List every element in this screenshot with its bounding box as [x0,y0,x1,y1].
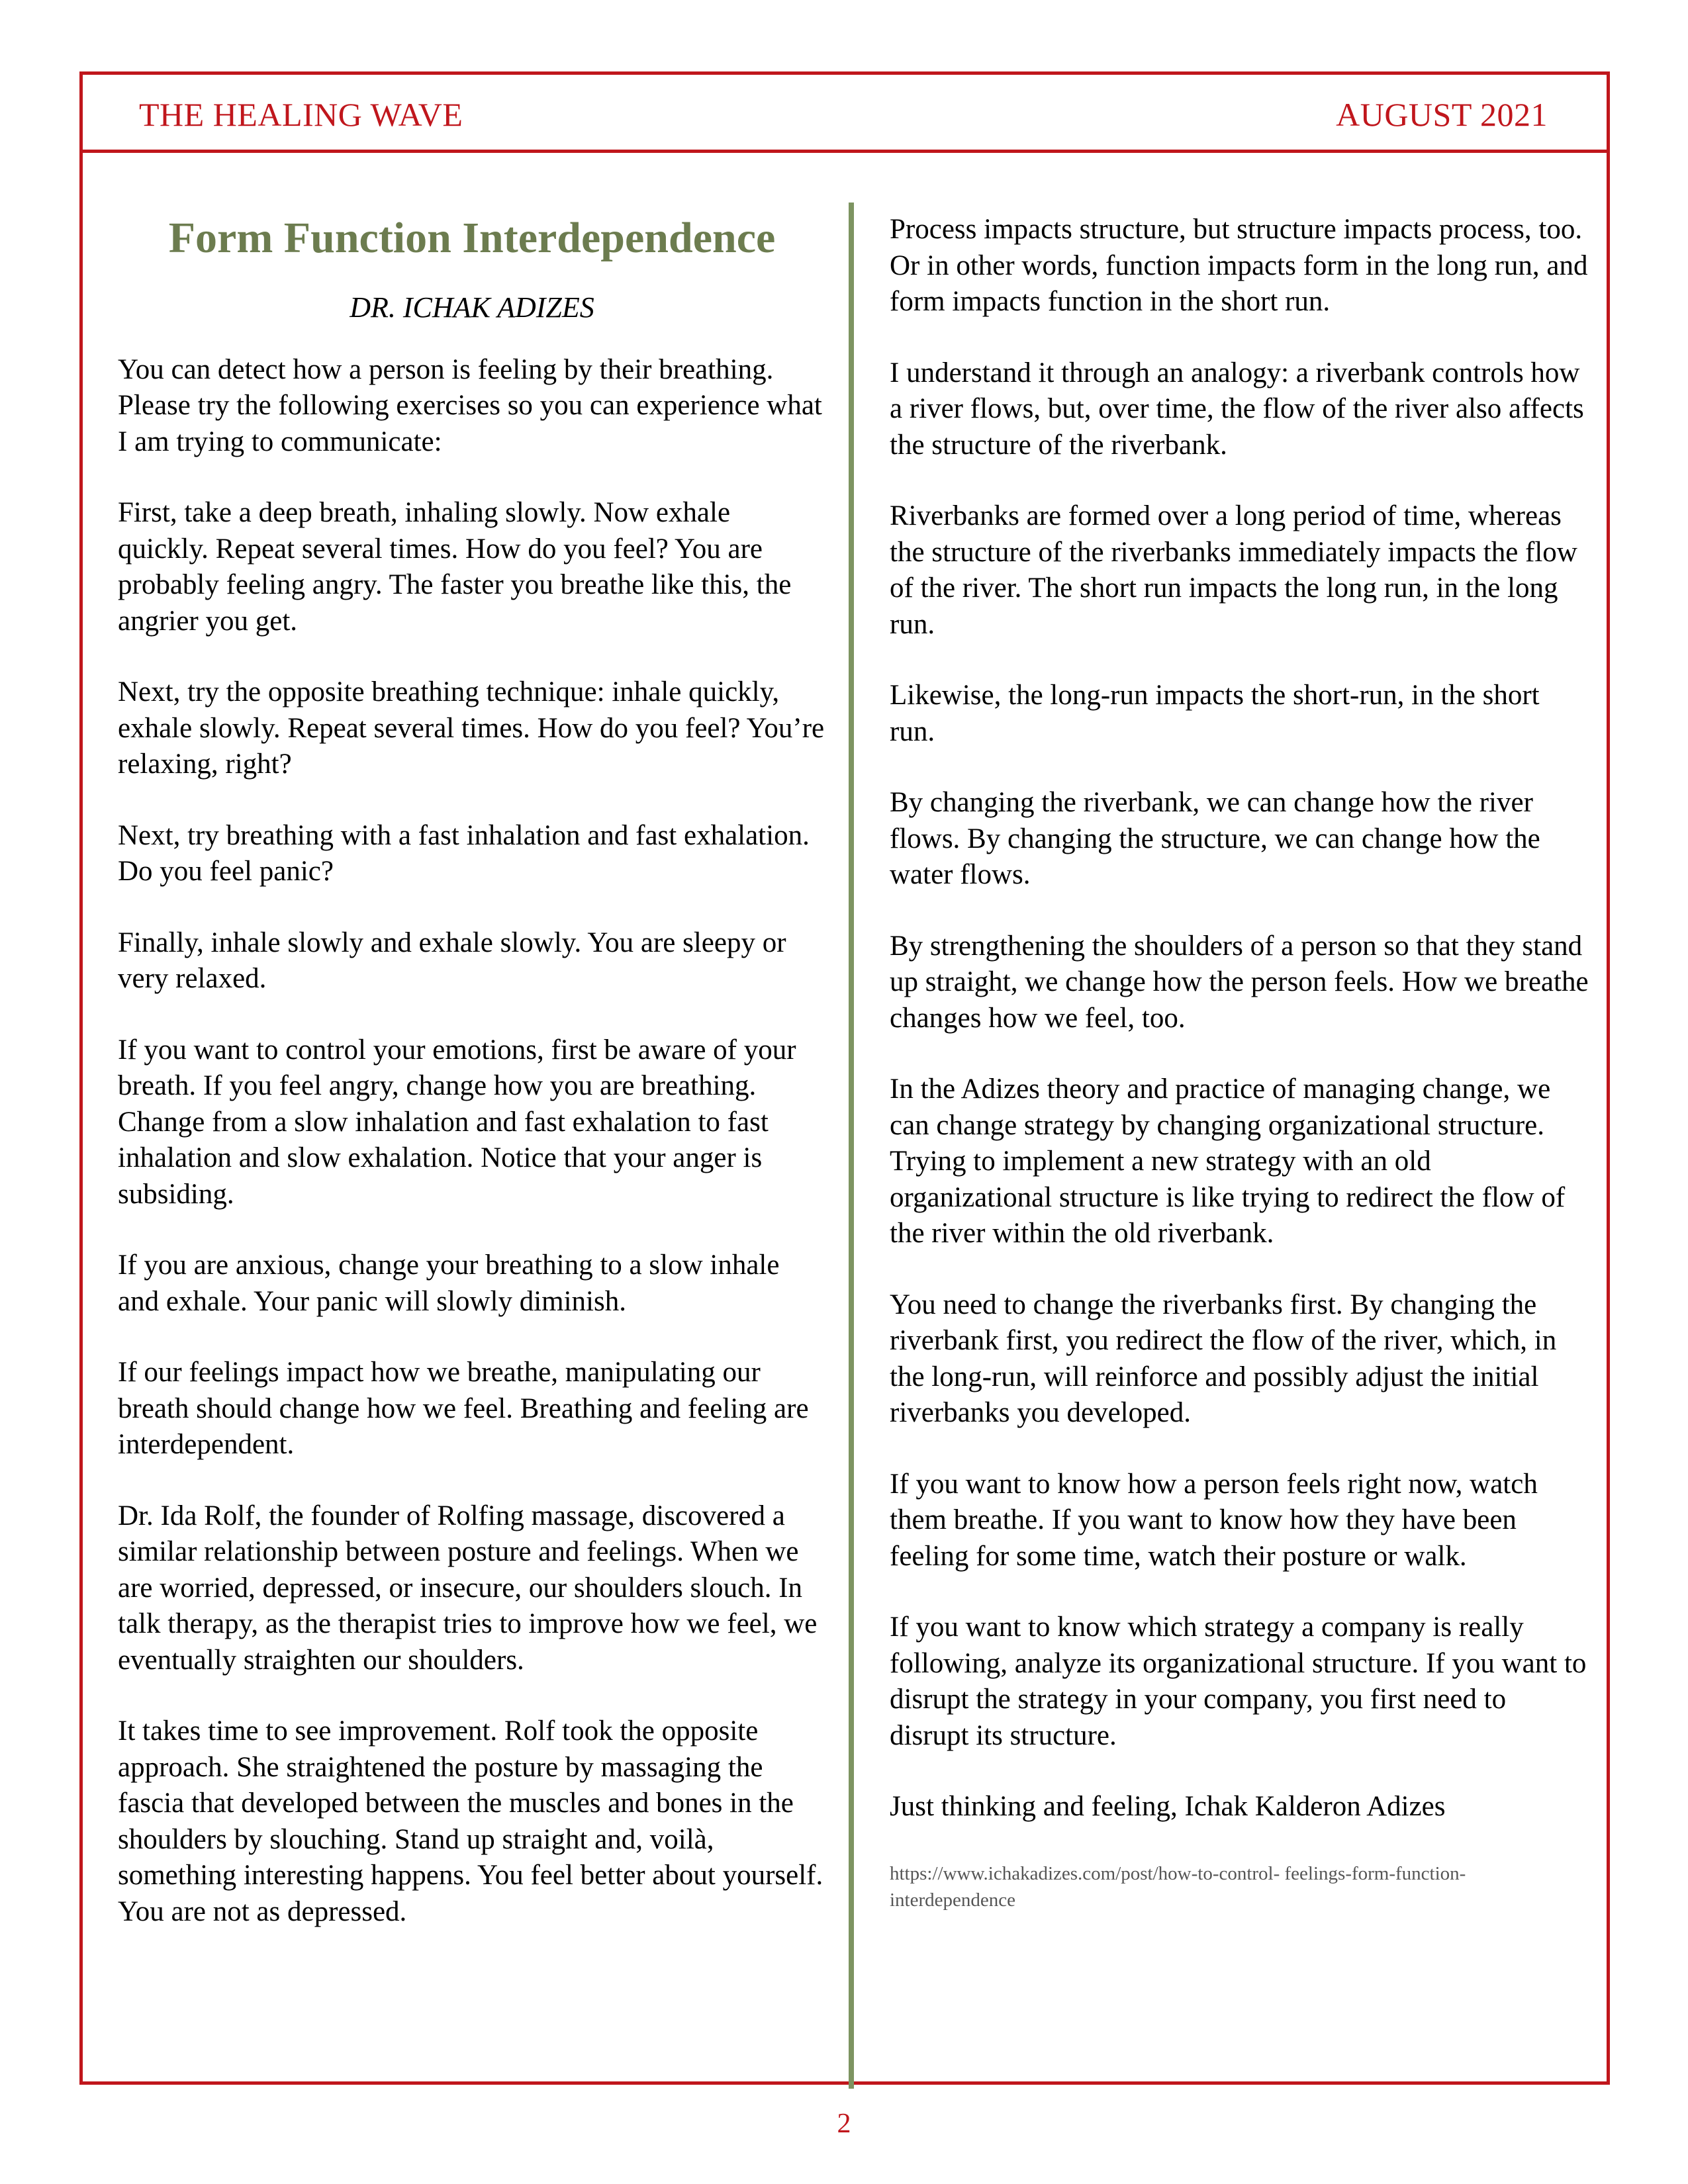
article-author: DR. ICHAK ADIZES [350,291,594,324]
paragraph: Dr. Ida Rolf, the founder of Rolfing massage, discovered a similar relationship between posture and feelings. When we are worried, depressed, or insecure, our shoulders slouch. In talk therapy, as the therapist tries to improve how we feel, we eventually straighten our shoulders. [118,1500,818,1676]
paragraph: In the Adizes theory and practice of managing change, we can change strategy by changing organizational structure. Trying to implement a new strategy with an old organizational structure is like trying to redirect the flow of the river within the old riverbank. [890,1073,1566,1249]
paragraph: By changing the riverbank, we can change how the river flows. By changing the structure, we can change how the water flows. [890,787,1540,890]
newsletter-title: THE HEALING WAVE [139,96,463,133]
source-link[interactable]: https://www.ichakadizes.com/post/how-to-control- feelings-form-function-interdependence [890,1862,1466,1911]
paragraph: Next, try the opposite breathing technique: inhale quickly, exhale slowly. Repeat several times. How do you feel? You’re relaxing, right? [118,676,825,780]
paragraph: Likewise, the long-run impacts the short-run, in the short run. [890,680,1540,747]
paragraph: If you want to control your emotions, first be aware of your breath. If you feel angry, change how you are breathing. Change from a slow inhalation and fast exhalation to fast inhalation and slow exhalation. Notice that your anger is subsiding. [118,1034,796,1210]
column-divider [849,203,854,2089]
page-number: 2 [837,2109,851,2139]
paragraph: You need to change the riverbanks first. By changing the riverbank first, you redirect the flow of the river, which, in the long-run, will reinforce and possibly adjust the initial riverbanks you developed. [890,1289,1557,1428]
header-divider [79,150,1610,153]
paragraph: If you want to know which strategy a company is really following, analyze its organizational structure. If you want to disrupt the strategy in your company, you first need to disrupt its structure. [890,1612,1587,1751]
paragraph: First, take a deep breath, inhaling slowly. Now exhale quickly. Repeat several times. How do you feel? You are probably feeling angry. The faster you breathe like this, the angrier you get. [118,497,792,637]
paragraph: I understand it through an analogy: a riverbank controls how a river flows, but, over time, the flow of the river also affects the structure of the riverbank. [890,357,1584,461]
paragraph: It takes time to see improvement. Rolf took the opposite approach. She straightened the posture by massaging the fascia that developed between the muscles and bones in the shoulders by slouching. Stand up straight and, voilà, something interesting happens. You feel better about yourself. You are not as depressed. [118,1715,823,1927]
signoff: Just thinking and feeling, Ichak Kalderon Adizes [890,1791,1446,1822]
article-title: Form Function Interdependence [168,214,776,262]
paragraph: If you are anxious, change your breathing to a slow inhale and exhale. Your panic will slowly diminish. [118,1250,780,1317]
paragraph: By strengthening the shoulders of a person so that they stand up straight, we change how the person feels. How we breathe changes how we feel, too. [890,930,1589,1034]
paragraph: Riverbanks are formed over a long period of time, whereas the structure of the riverbanks immediately impacts the flow of the river. The short run impacts the long run, in the long run. [890,500,1577,640]
paragraph: Process impacts structure, but structure impacts process, too. Or in other words, function impacts form in the long run, and form impacts function in the short run. [890,214,1588,317]
issue-date: AUGUST 2021 [1336,96,1548,133]
paragraph: You can detect how a person is feeling by their breathing. Please try the following exercises so you can experience what I am trying to communicate: [118,353,822,457]
paragraph: Next, try breathing with a fast inhalation and fast exhalation. Do you feel panic? [118,819,810,887]
paragraph: If you want to know how a person feels right now, watch them breathe. If you want to know how they have been feeling for some time, watch their posture or walk. [890,1468,1538,1572]
paragraph: If our feelings impact how we breathe, manipulating our breath should change how we feel. Breathing and feeling are interdependent. [118,1357,809,1461]
right-column [890,212,1591,1913]
paragraph: Finally, inhale slowly and exhale slowly. You are sleepy or very relaxed. [118,927,786,995]
left-column [118,212,826,1965]
